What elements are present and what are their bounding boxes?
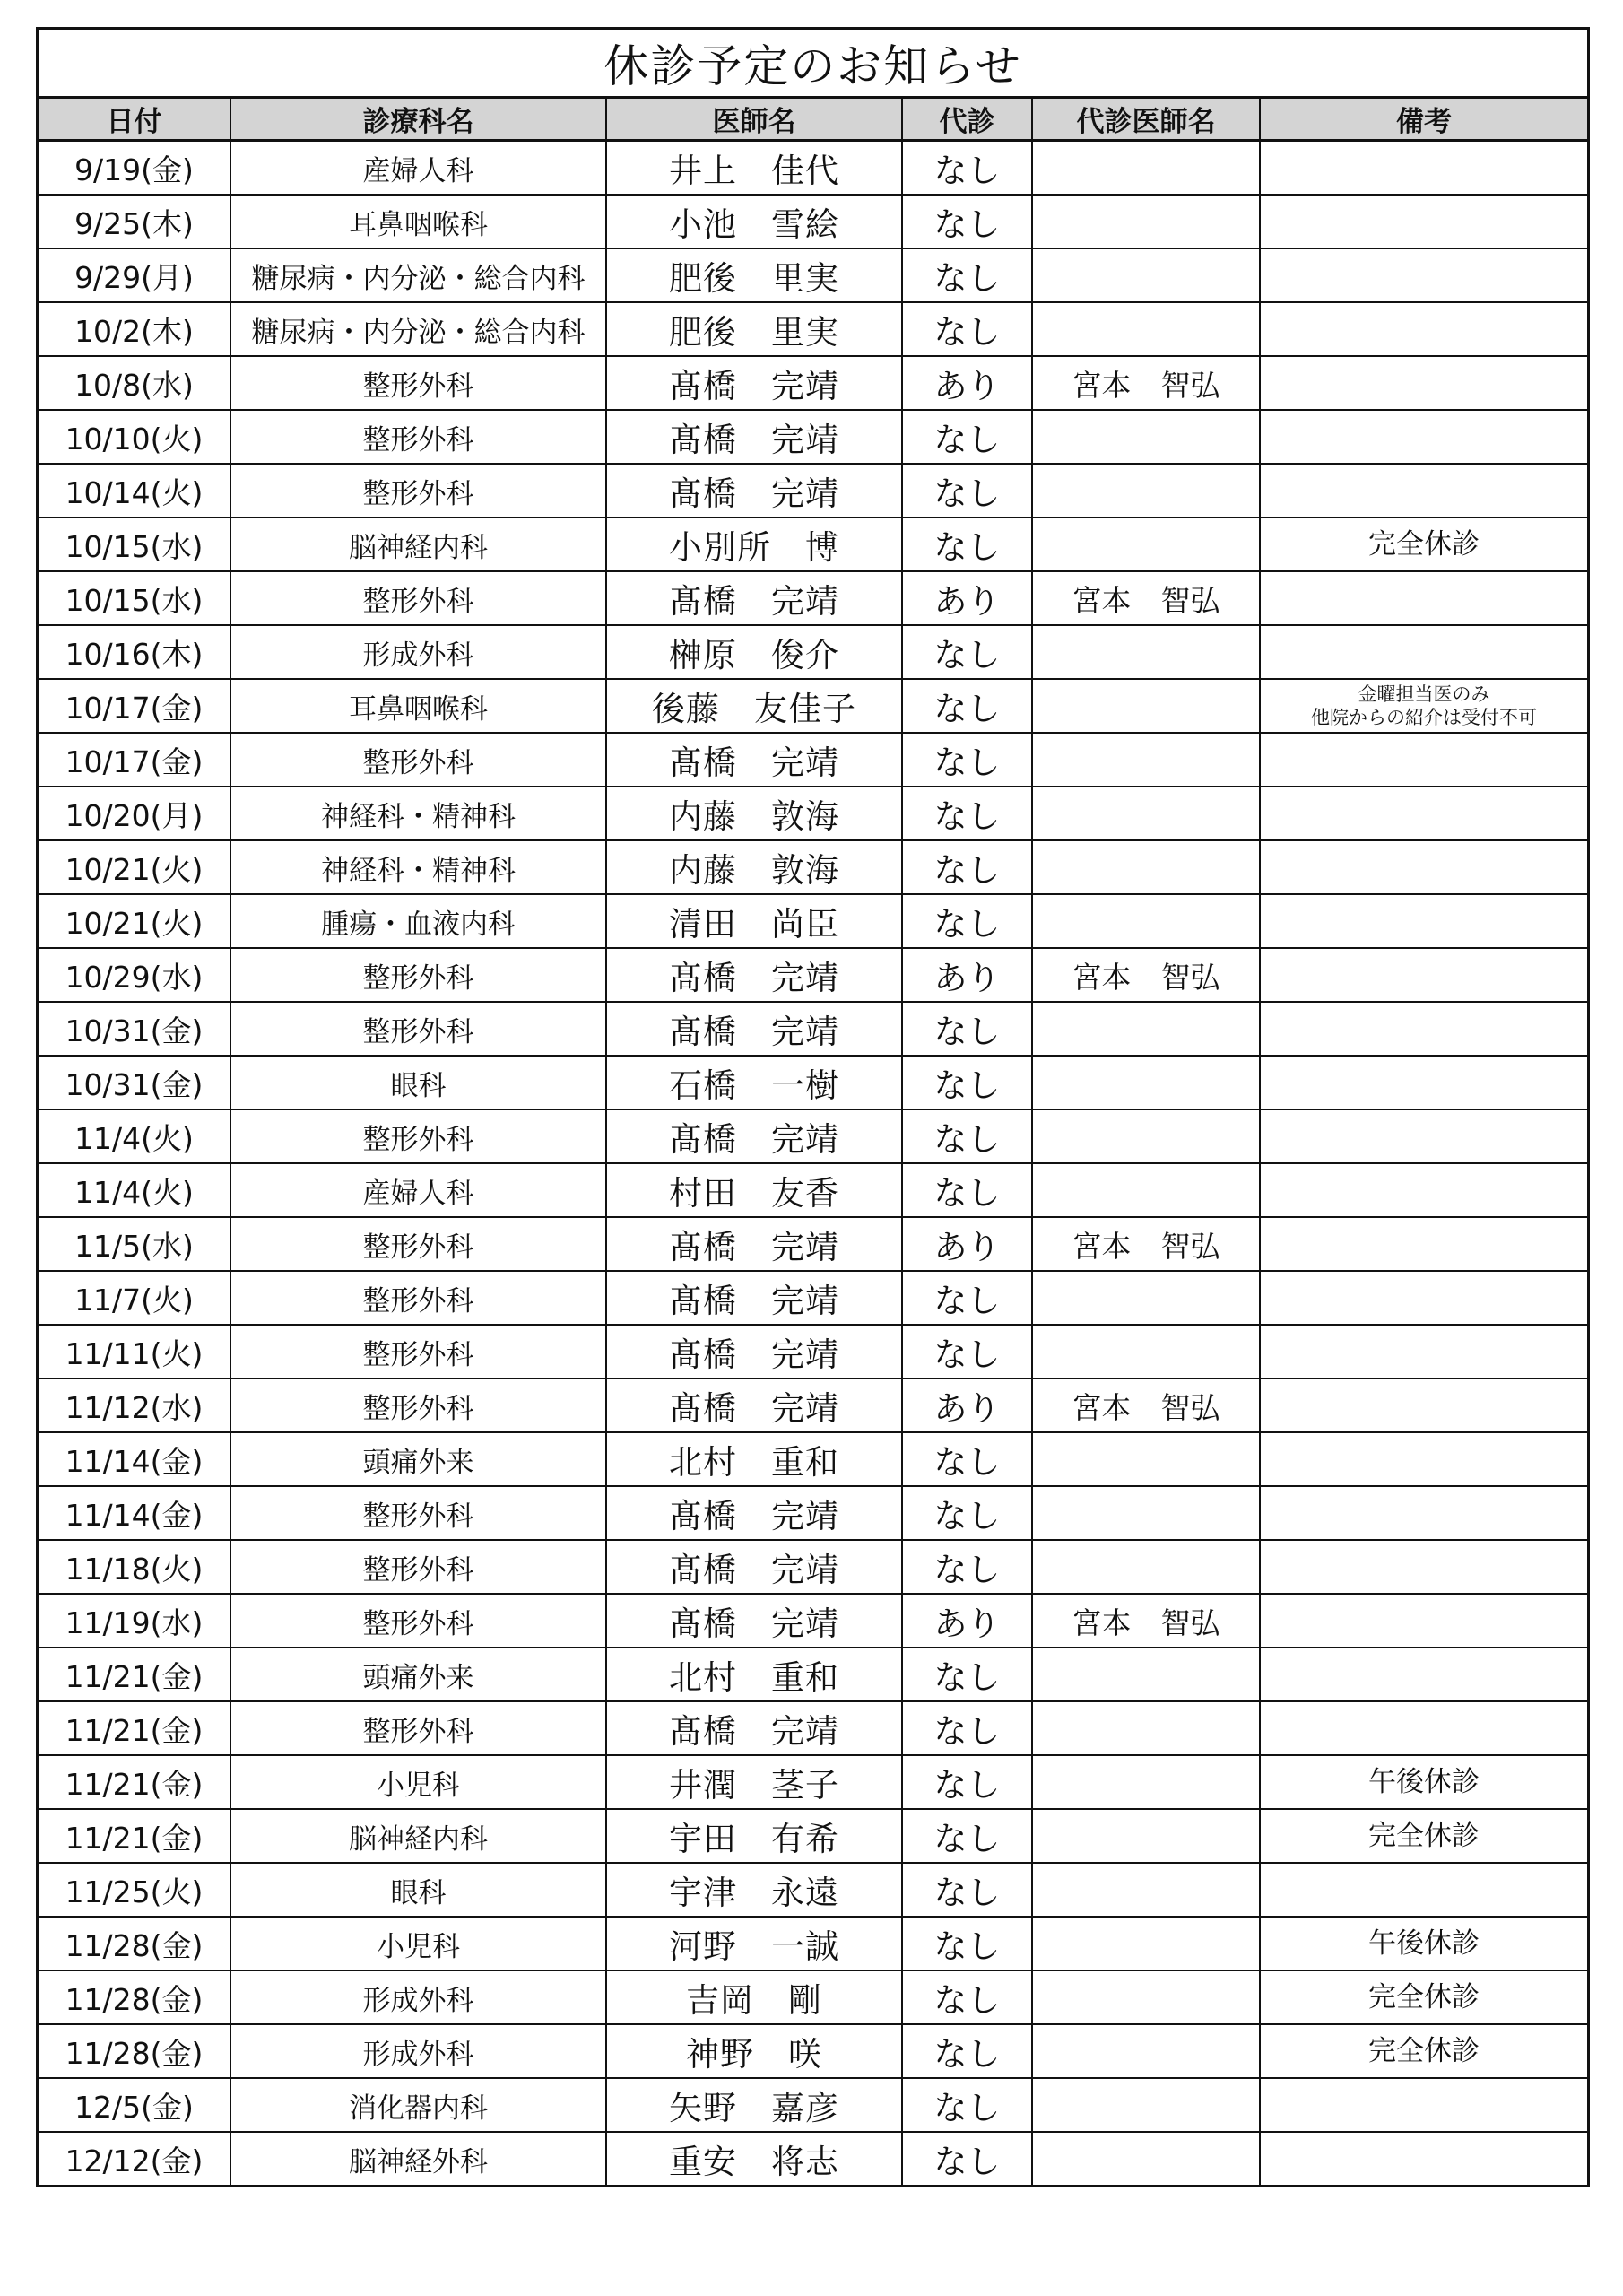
date-cell: 10/8(水): [39, 356, 230, 410]
date-cell: 10/21(火): [39, 894, 230, 948]
substitute-cell: なし: [902, 1970, 1032, 2024]
doctor-cell: 北村 重和: [606, 1648, 902, 1701]
date-cell: 11/21(金): [39, 1809, 230, 1863]
date-cell: 10/15(水): [39, 517, 230, 571]
substitute-cell: なし: [902, 141, 1032, 196]
table-row: [39, 2132, 1587, 2185]
date-cell: 11/14(金): [39, 1432, 230, 1486]
date-cell: 11/28(金): [39, 1917, 230, 1970]
department-cell: 整形外科: [230, 571, 606, 625]
table-row: [39, 356, 1587, 410]
table-body: [39, 141, 1587, 2186]
notes-cell: [1260, 948, 1587, 1002]
department-cell: 整形外科: [230, 733, 606, 787]
doctor-cell: 小別所 博: [606, 517, 902, 571]
department-cell: 頭痛外来: [230, 1648, 606, 1701]
notes-cell: [1260, 248, 1587, 302]
department-cell: 脳神経外科: [230, 2132, 606, 2185]
substitute-cell: なし: [902, 410, 1032, 464]
table-row: [39, 1701, 1587, 1755]
substitute-doctor-cell: [1032, 1271, 1260, 1325]
date-cell: 11/21(金): [39, 1755, 230, 1809]
table-row: [39, 1378, 1587, 1432]
substitute-doctor-cell: [1032, 1002, 1260, 1056]
notes-cell: [1260, 1109, 1587, 1163]
substitute-doctor-cell: [1032, 840, 1260, 894]
table-row: [39, 2024, 1587, 2078]
table-row: [39, 464, 1587, 517]
doctor-cell: 矢野 嘉彦: [606, 2078, 902, 2132]
substitute-doctor-cell: [1032, 1432, 1260, 1486]
department-cell: 形成外科: [230, 2024, 606, 2078]
doctor-cell: 河野 一誠: [606, 1917, 902, 1970]
notes-cell: [1260, 195, 1587, 248]
doctor-cell: 髙橋 完靖: [606, 464, 902, 517]
doctor-cell: 髙橋 完靖: [606, 571, 902, 625]
notes-cell: [1260, 840, 1587, 894]
substitute-cell: あり: [902, 1217, 1032, 1271]
department-cell: 産婦人科: [230, 1163, 606, 1217]
department-cell: 形成外科: [230, 1970, 606, 2024]
substitute-cell: なし: [902, 1540, 1032, 1594]
substitute-doctor-cell: [1032, 1863, 1260, 1917]
substitute-doctor-cell: [1032, 679, 1260, 733]
column-header-substitute-doctor: 代診医師名: [1032, 99, 1260, 141]
substitute-cell: なし: [902, 1701, 1032, 1755]
notes-cell: [1260, 1701, 1587, 1755]
date-cell: 10/31(金): [39, 1002, 230, 1056]
table-row: [39, 248, 1587, 302]
notes-cell: [1260, 1648, 1587, 1701]
table-row: [39, 679, 1587, 733]
substitute-doctor-cell: [1032, 894, 1260, 948]
substitute-doctor-cell: [1032, 410, 1260, 464]
doctor-cell: 村田 友香: [606, 1163, 902, 1217]
notes-cell: [1260, 1056, 1587, 1109]
department-cell: 整形外科: [230, 1271, 606, 1325]
substitute-cell: なし: [902, 1109, 1032, 1163]
doctor-cell: 内藤 敦海: [606, 787, 902, 840]
table-row: [39, 1486, 1587, 1540]
substitute-cell: なし: [902, 302, 1032, 356]
doctor-cell: 髙橋 完靖: [606, 733, 902, 787]
doctor-cell: 小池 雪絵: [606, 195, 902, 248]
substitute-doctor-cell: [1032, 195, 1260, 248]
notes-cell: [1260, 302, 1587, 356]
department-cell: 整形外科: [230, 1486, 606, 1540]
department-cell: 整形外科: [230, 948, 606, 1002]
date-cell: 9/25(木): [39, 195, 230, 248]
table-row: [39, 571, 1587, 625]
table-row: [39, 787, 1587, 840]
department-cell: 整形外科: [230, 464, 606, 517]
substitute-cell: あり: [902, 356, 1032, 410]
doctor-cell: 髙橋 完靖: [606, 1109, 902, 1163]
substitute-doctor-cell: [1032, 2132, 1260, 2185]
date-cell: 10/20(月): [39, 787, 230, 840]
doctor-cell: 榊原 俊介: [606, 625, 902, 679]
table-row: [39, 1648, 1587, 1701]
department-cell: 産婦人科: [230, 141, 606, 196]
notes-cell: [1260, 2132, 1587, 2185]
date-cell: 10/2(木): [39, 302, 230, 356]
date-cell: 9/29(月): [39, 248, 230, 302]
doctor-cell: 髙橋 完靖: [606, 1486, 902, 1540]
date-cell: 11/12(水): [39, 1378, 230, 1432]
department-cell: 耳鼻咽喉科: [230, 679, 606, 733]
table-row: [39, 302, 1587, 356]
date-cell: 10/15(水): [39, 571, 230, 625]
substitute-doctor-cell: [1032, 787, 1260, 840]
substitute-doctor-cell: 宮本 智弘: [1032, 948, 1260, 1002]
substitute-doctor-cell: [1032, 1056, 1260, 1109]
table-row: [39, 1217, 1587, 1271]
department-cell: 眼科: [230, 1056, 606, 1109]
substitute-cell: なし: [902, 679, 1032, 733]
substitute-doctor-cell: 宮本 智弘: [1032, 1217, 1260, 1271]
table-header: [39, 99, 1587, 141]
doctor-cell: 髙橋 完靖: [606, 1378, 902, 1432]
date-cell: 10/29(水): [39, 948, 230, 1002]
substitute-cell: なし: [902, 787, 1032, 840]
table-row: [39, 1109, 1587, 1163]
substitute-doctor-cell: [1032, 464, 1260, 517]
column-header-doctor: 医師名: [606, 99, 902, 141]
substitute-cell: なし: [902, 625, 1032, 679]
table-row: [39, 1755, 1587, 1809]
table-row: [39, 195, 1587, 248]
department-cell: 整形外科: [230, 410, 606, 464]
department-cell: 糖尿病・内分泌・総合内科: [230, 248, 606, 302]
substitute-doctor-cell: 宮本 智弘: [1032, 356, 1260, 410]
notes-cell: [1260, 571, 1587, 625]
doctor-cell: 髙橋 完靖: [606, 1002, 902, 1056]
department-cell: 整形外科: [230, 356, 606, 410]
table-row: [39, 1594, 1587, 1648]
date-cell: 10/17(金): [39, 679, 230, 733]
substitute-cell: なし: [902, 1002, 1032, 1056]
substitute-doctor-cell: [1032, 625, 1260, 679]
column-header-substitute: 代診: [902, 99, 1032, 141]
notes-cell: [1260, 141, 1587, 196]
substitute-cell: なし: [902, 2132, 1032, 2185]
substitute-doctor-cell: [1032, 2024, 1260, 2078]
date-cell: 10/14(火): [39, 464, 230, 517]
page-title: 休診予定のお知らせ: [39, 30, 1587, 99]
department-cell: 整形外科: [230, 1594, 606, 1648]
substitute-doctor-cell: [1032, 1540, 1260, 1594]
substitute-doctor-cell: [1032, 1325, 1260, 1378]
date-cell: 10/31(金): [39, 1056, 230, 1109]
substitute-doctor-cell: [1032, 733, 1260, 787]
substitute-doctor-cell: [1032, 1486, 1260, 1540]
date-cell: 11/4(火): [39, 1163, 230, 1217]
notes-cell: [1260, 787, 1587, 840]
table-row: [39, 410, 1587, 464]
department-cell: 眼科: [230, 1863, 606, 1917]
date-cell: 11/28(金): [39, 1970, 230, 2024]
substitute-cell: なし: [902, 1325, 1032, 1378]
doctor-cell: 髙橋 完靖: [606, 356, 902, 410]
date-cell: 12/12(金): [39, 2132, 230, 2185]
table-row: [39, 1970, 1587, 2024]
doctor-cell: 宇津 永遠: [606, 1863, 902, 1917]
notes-cell: [1260, 1863, 1587, 1917]
date-cell: 12/5(金): [39, 2078, 230, 2132]
department-cell: 腫瘍・血液内科: [230, 894, 606, 948]
date-cell: 11/19(水): [39, 1594, 230, 1648]
date-cell: 11/7(火): [39, 1271, 230, 1325]
notes-cell: [1260, 1271, 1587, 1325]
notes-cell: 完全休診: [1260, 517, 1587, 571]
department-cell: 整形外科: [230, 1109, 606, 1163]
doctor-cell: 肥後 里実: [606, 248, 902, 302]
department-cell: 小児科: [230, 1917, 606, 1970]
department-cell: 整形外科: [230, 1540, 606, 1594]
table-row: [39, 948, 1587, 1002]
notes-cell: [1260, 1217, 1587, 1271]
column-header-notes: 備考: [1260, 99, 1587, 141]
substitute-cell: なし: [902, 1917, 1032, 1970]
department-cell: 小児科: [230, 1755, 606, 1809]
notes-cell: 午後休診: [1260, 1917, 1587, 1970]
table-row: [39, 141, 1587, 196]
substitute-doctor-cell: [1032, 1109, 1260, 1163]
notes-cell: [1260, 356, 1587, 410]
table-row: [39, 1540, 1587, 1594]
department-cell: 整形外科: [230, 1701, 606, 1755]
department-cell: 整形外科: [230, 1325, 606, 1378]
date-cell: 11/28(金): [39, 2024, 230, 2078]
notes-cell: [1260, 894, 1587, 948]
department-cell: 形成外科: [230, 625, 606, 679]
notes-cell: [1260, 1540, 1587, 1594]
substitute-cell: なし: [902, 248, 1032, 302]
date-cell: 10/17(金): [39, 733, 230, 787]
substitute-cell: なし: [902, 1432, 1032, 1486]
column-header-date: 日付: [39, 99, 230, 141]
notes-cell: [1260, 1002, 1587, 1056]
notes-cell: [1260, 1325, 1587, 1378]
notes-cell: [1260, 733, 1587, 787]
substitute-cell: なし: [902, 1271, 1032, 1325]
department-cell: 神経科・精神科: [230, 840, 606, 894]
date-cell: 9/19(金): [39, 141, 230, 196]
doctor-cell: 髙橋 完靖: [606, 1594, 902, 1648]
notes-cell: 完全休診: [1260, 1809, 1587, 1863]
notes-cell: [1260, 1594, 1587, 1648]
substitute-cell: なし: [902, 517, 1032, 571]
substitute-cell: なし: [902, 840, 1032, 894]
department-cell: 消化器内科: [230, 2078, 606, 2132]
substitute-cell: なし: [902, 1486, 1032, 1540]
substitute-doctor-cell: [1032, 517, 1260, 571]
substitute-doctor-cell: [1032, 1809, 1260, 1863]
substitute-doctor-cell: 宮本 智弘: [1032, 1594, 1260, 1648]
notes-cell: 完全休診: [1260, 2024, 1587, 2078]
doctor-cell: 髙橋 完靖: [606, 1217, 902, 1271]
doctor-cell: 神野 咲: [606, 2024, 902, 2078]
notes-cell: [1260, 1486, 1587, 1540]
date-cell: 10/21(火): [39, 840, 230, 894]
substitute-cell: なし: [902, 1056, 1032, 1109]
substitute-cell: なし: [902, 1163, 1032, 1217]
substitute-cell: あり: [902, 1594, 1032, 1648]
substitute-cell: あり: [902, 1378, 1032, 1432]
department-cell: 整形外科: [230, 1378, 606, 1432]
date-cell: 11/5(水): [39, 1217, 230, 1271]
closure-schedule-table: [39, 99, 1587, 2185]
notes-cell: [1260, 1378, 1587, 1432]
doctor-cell: 髙橋 完靖: [606, 1271, 902, 1325]
date-cell: 11/18(火): [39, 1540, 230, 1594]
substitute-cell: なし: [902, 1809, 1032, 1863]
table-row: [39, 894, 1587, 948]
notes-cell: [1260, 1163, 1587, 1217]
date-cell: 11/25(火): [39, 1863, 230, 1917]
doctor-cell: 石橋 一樹: [606, 1056, 902, 1109]
date-cell: 10/16(木): [39, 625, 230, 679]
doctor-cell: 髙橋 完靖: [606, 1325, 902, 1378]
substitute-cell: なし: [902, 1755, 1032, 1809]
substitute-cell: なし: [902, 1863, 1032, 1917]
substitute-doctor-cell: [1032, 1917, 1260, 1970]
substitute-doctor-cell: [1032, 1163, 1260, 1217]
table-row: [39, 1271, 1587, 1325]
department-cell: 脳神経内科: [230, 1809, 606, 1863]
department-cell: 糖尿病・内分泌・総合内科: [230, 302, 606, 356]
substitute-cell: あり: [902, 571, 1032, 625]
doctor-cell: 後藤 友佳子: [606, 679, 902, 733]
substitute-cell: なし: [902, 195, 1032, 248]
doctor-cell: 清田 尚臣: [606, 894, 902, 948]
department-cell: 整形外科: [230, 1217, 606, 1271]
substitute-doctor-cell: 宮本 智弘: [1032, 1378, 1260, 1432]
table-row: [39, 1002, 1587, 1056]
doctor-cell: 北村 重和: [606, 1432, 902, 1486]
substitute-doctor-cell: [1032, 141, 1260, 196]
doctor-cell: 吉岡 剛: [606, 1970, 902, 2024]
doctor-cell: 肥後 里実: [606, 302, 902, 356]
doctor-cell: 髙橋 完靖: [606, 948, 902, 1002]
doctor-cell: 内藤 敦海: [606, 840, 902, 894]
notes-cell: 金曜担当医のみ 他院からの紹介は受付不可: [1260, 679, 1587, 733]
table-row: [39, 2078, 1587, 2132]
doctor-cell: 重安 将志: [606, 2132, 902, 2185]
department-cell: 神経科・精神科: [230, 787, 606, 840]
doctor-cell: 井潤 茎子: [606, 1755, 902, 1809]
date-cell: 11/14(金): [39, 1486, 230, 1540]
substitute-doctor-cell: [1032, 1755, 1260, 1809]
notes-cell: [1260, 625, 1587, 679]
date-cell: 10/10(火): [39, 410, 230, 464]
notes-cell: 午後休診: [1260, 1755, 1587, 1809]
department-cell: 頭痛外来: [230, 1432, 606, 1486]
table-row: [39, 625, 1587, 679]
substitute-cell: なし: [902, 2078, 1032, 2132]
table-row: [39, 1863, 1587, 1917]
table-row: [39, 1163, 1587, 1217]
doctor-cell: 井上 佳代: [606, 141, 902, 196]
notes-cell: 完全休診: [1260, 1970, 1587, 2024]
table-row: [39, 1056, 1587, 1109]
substitute-doctor-cell: [1032, 2078, 1260, 2132]
table-row: [39, 1432, 1587, 1486]
substitute-cell: なし: [902, 2024, 1032, 2078]
table-row: [39, 840, 1587, 894]
substitute-cell: なし: [902, 464, 1032, 517]
substitute-cell: なし: [902, 1648, 1032, 1701]
doctor-cell: 宇田 有希: [606, 1809, 902, 1863]
doctor-cell: 髙橋 完靖: [606, 1540, 902, 1594]
column-header-department: 診療科名: [230, 99, 606, 141]
table-row: [39, 517, 1587, 571]
notes-cell: [1260, 1432, 1587, 1486]
date-cell: 11/21(金): [39, 1648, 230, 1701]
notes-cell: [1260, 410, 1587, 464]
header-row: [39, 99, 1587, 141]
substitute-doctor-cell: [1032, 1701, 1260, 1755]
table-row: [39, 1917, 1587, 1970]
table-row: [39, 1325, 1587, 1378]
notes-cell: [1260, 2078, 1587, 2132]
date-cell: 11/11(火): [39, 1325, 230, 1378]
department-cell: 耳鼻咽喉科: [230, 195, 606, 248]
notes-cell: [1260, 464, 1587, 517]
substitute-doctor-cell: 宮本 智弘: [1032, 571, 1260, 625]
table-row: [39, 1809, 1587, 1863]
substitute-doctor-cell: [1032, 1648, 1260, 1701]
closure-notice-sheet: [36, 27, 1590, 2187]
substitute-doctor-cell: [1032, 248, 1260, 302]
substitute-cell: あり: [902, 948, 1032, 1002]
department-cell: 整形外科: [230, 1002, 606, 1056]
doctor-cell: 髙橋 完靖: [606, 1701, 902, 1755]
table-row: [39, 733, 1587, 787]
doctor-cell: 髙橋 完靖: [606, 410, 902, 464]
date-cell: 11/4(火): [39, 1109, 230, 1163]
substitute-doctor-cell: [1032, 1970, 1260, 2024]
substitute-cell: なし: [902, 733, 1032, 787]
department-cell: 脳神経内科: [230, 517, 606, 571]
date-cell: 11/21(金): [39, 1701, 230, 1755]
substitute-cell: なし: [902, 894, 1032, 948]
substitute-doctor-cell: [1032, 302, 1260, 356]
